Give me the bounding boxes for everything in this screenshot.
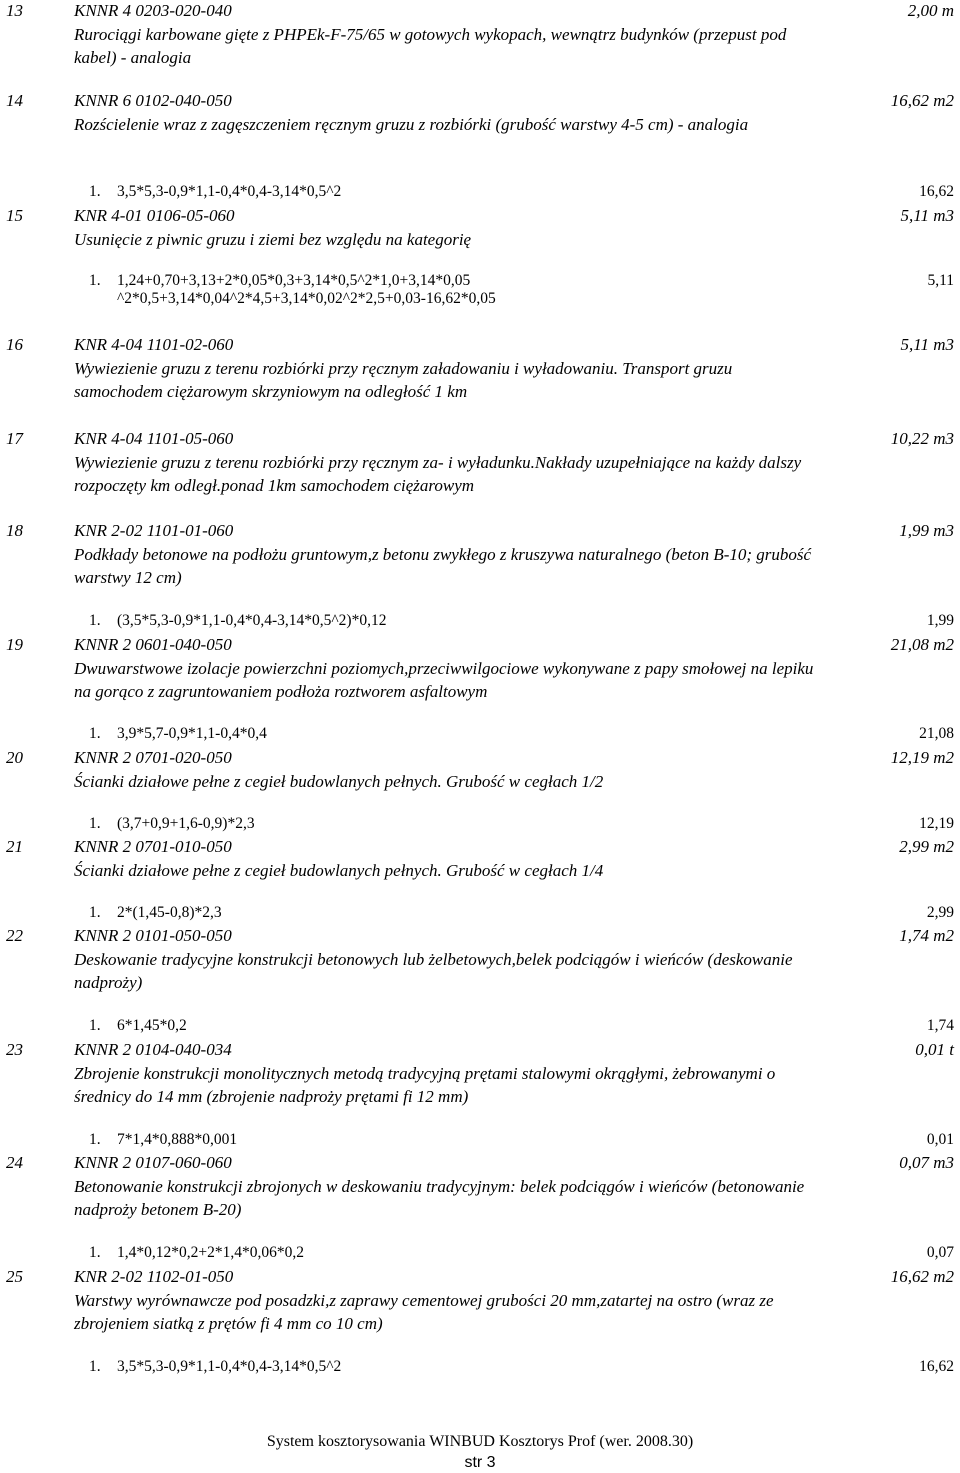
item-number: 25	[6, 1267, 23, 1286]
calc-index: 1.	[89, 1358, 101, 1375]
calc-value: 16,62	[919, 1358, 954, 1375]
norm-code: KNNR 2 0107-060-060	[74, 1153, 232, 1172]
norm-code: KNNR 2 0701-020-050	[74, 748, 232, 767]
item-number: 21	[6, 837, 23, 856]
calc-value: 16,62	[919, 183, 954, 200]
item-number: 23	[6, 1040, 23, 1059]
norm-code: KNR 2-02 1101-01-060	[74, 521, 234, 540]
item-description: Warstwy wyrównawcze pod posadzki,z zaprawy cementowej grubości 20 mm,zatartej na ostro (wraz ze zbrojeniem siatką z prętów fi 4 mm co 10 cm)	[74, 1291, 774, 1333]
item-description: Zbrojenie konstrukcji monolitycznych metodą tradycyjną prętami stalowymi okrągłymi, żebrowanymi o średnicy do 14 mm (zbrojenie nadproży prętami fi 12 mm)	[74, 1064, 776, 1106]
calc-index: 1.	[89, 1017, 101, 1034]
item-description: Usunięcie z piwnic gruzu i ziemi bez względu na kategorię	[74, 230, 472, 249]
norm-code: KNNR 6 0102-040-050	[74, 91, 232, 110]
item-number: 18	[6, 521, 23, 540]
calc-index: 1.	[89, 1131, 101, 1148]
calc-value: 12,19	[919, 815, 954, 832]
item-number: 14	[6, 91, 23, 110]
norm-code: KNNR 2 0101-050-050	[74, 926, 232, 945]
item-quantity: 1,74 m2	[899, 926, 954, 945]
item-description: Rurociągi karbowane gięte z PHPEk-F-75/65 w gotowych wykopach, wewnątrz budynków (przepust pod kabel) - analogia	[74, 25, 787, 67]
item-number: 20	[6, 748, 23, 767]
norm-code: KNR 2-02 1102-01-050	[74, 1267, 234, 1286]
calc-index: 1.	[89, 183, 101, 200]
calc-value: 0,07	[926, 1244, 954, 1261]
calc-value: 1,99	[926, 612, 954, 629]
item-description: Wywiezienie gruzu z terenu rozbiórki przy ręcznym załadowaniu i wyładowaniu. Transport gruzu samochodem ciężarowym skrzyniowym na odległość 1 km	[74, 359, 733, 401]
calc-index: 1.	[89, 904, 101, 921]
item-description: Deskowanie tradycyjne konstrukcji betonowych lub żelbetowych,belek podciągów i wieńców (deskowanie nadproży)	[74, 950, 793, 992]
calc-expression: 3,5*5,3-0,9*1,1-0,4*0,4-3,14*0,5^2	[117, 183, 342, 200]
item-number: 16	[6, 335, 23, 354]
calc-index: 1.	[89, 612, 101, 629]
calc-expression: 6*1,45*0,2	[117, 1017, 187, 1034]
item-quantity: 2,99 m2	[899, 837, 954, 856]
calc-value: 21,08	[919, 725, 954, 742]
calc-value: 2,99	[926, 904, 954, 921]
calc-index: 1.	[89, 815, 101, 832]
item-quantity: 5,11 m3	[900, 206, 954, 225]
calc-expression: 2*(1,45-0,8)*2,3	[117, 904, 222, 921]
calc-expression: 3,5*5,3-0,9*1,1-0,4*0,4-3,14*0,5^2	[117, 1358, 342, 1375]
item-number: 22	[6, 926, 23, 945]
norm-code: KNNR 2 0104-040-034	[74, 1040, 232, 1059]
item-quantity: 10,22 m3	[890, 429, 954, 448]
item-quantity: 0,07 m3	[899, 1153, 954, 1172]
item-description: Betonowanie konstrukcji zbrojonych w deskowaniu tradycyjnym: belek podciągów i wieńców (betonowanie nadproży betonem B-20)	[74, 1177, 805, 1219]
item-number: 17	[6, 429, 23, 448]
norm-code: KNNR 2 0601-040-050	[74, 635, 232, 654]
calc-index: 1.	[89, 1244, 101, 1261]
calc-value: 5,11	[927, 272, 954, 289]
item-number: 13	[6, 1, 23, 20]
item-quantity: 2,00 m	[907, 1, 954, 20]
norm-code: KNNR 2 0701-010-050	[74, 837, 232, 856]
item-description: Ścianki działowe pełne z cegieł budowlanych pełnych. Grubość w cegłach 1/4	[74, 861, 604, 880]
page-number: str 3	[464, 1454, 496, 1471]
footer-system-name: System kosztorysowania WINBUD Kosztorys Prof (wer. 2008.30)	[266, 1433, 694, 1450]
calc-expression: 7*1,4*0,888*0,001	[117, 1131, 238, 1148]
calc-value: 1,74	[926, 1017, 954, 1034]
calc-value: 0,01	[926, 1131, 954, 1148]
item-quantity: 21,08 m2	[890, 635, 954, 654]
calc-expression: (3,7+0,9+1,6-0,9)*2,3	[117, 815, 255, 832]
norm-code: KNNR 4 0203-020-040	[74, 1, 232, 20]
norm-code: KNR 4-01 0106-05-060	[74, 206, 235, 225]
item-quantity: 12,19 m2	[890, 748, 954, 767]
calc-index: 1.	[89, 725, 101, 742]
item-quantity: 5,11 m3	[900, 335, 954, 354]
item-description: Dwuwarstwowe izolacje powierzchni poziomych,przeciwwilgociowe wykonywane z papy smołowej na lepiku na gorąco z zagruntowaniem podłoża roztworem asfaltowym	[74, 659, 814, 701]
item-description: Rozścielenie wraz z zagęszczeniem ręcznym gruzu z rozbiórki (grubość warstwy 4-5 cm) - analogia	[74, 115, 749, 134]
calc-expression: 3,9*5,7-0,9*1,1-0,4*0,4	[117, 725, 267, 742]
item-quantity: 16,62 m2	[890, 91, 954, 110]
item-quantity: 0,01 t	[915, 1040, 954, 1059]
norm-code: KNR 4-04 1101-02-060	[74, 335, 234, 354]
norm-code: KNR 4-04 1101-05-060	[74, 429, 234, 448]
calc-index: 1.	[89, 272, 101, 289]
calc-expression: 1,24+0,70+3,13+2*0,05*0,3+3,14*0,5^2*1,0+3,14*0,05 ^2*0,5+3,14*0,04^2*4,5+3,14*0,02^2*2,5+0,03-16,62*0,05	[117, 272, 496, 307]
item-number: 24	[6, 1153, 23, 1172]
item-quantity: 1,99 m3	[899, 521, 954, 540]
item-number: 15	[6, 206, 23, 225]
calc-expression: 1,4*0,12*0,2+2*1,4*0,06*0,2	[117, 1244, 304, 1261]
item-number: 19	[6, 635, 23, 654]
item-quantity: 16,62 m2	[890, 1267, 954, 1286]
calc-expression: (3,5*5,3-0,9*1,1-0,4*0,4-3,14*0,5^2)*0,12	[117, 612, 387, 629]
item-description: Wywiezienie gruzu z terenu rozbiórki przy ręcznym za- i wyładunku.Nakłady uzupełniające na każdy dalszy rozpoczęty km odległ.ponad 1km samochodem ciężarowym	[74, 453, 802, 495]
item-description: Podkłady betonowe na podłożu gruntowym,z betonu zwykłego z kruszywa naturalnego (beton B-10; grubość warstwy 12 cm)	[74, 545, 812, 587]
item-description: Ścianki działowe pełne z cegieł budowlanych pełnych. Grubość w cegłach 1/2	[74, 772, 604, 791]
